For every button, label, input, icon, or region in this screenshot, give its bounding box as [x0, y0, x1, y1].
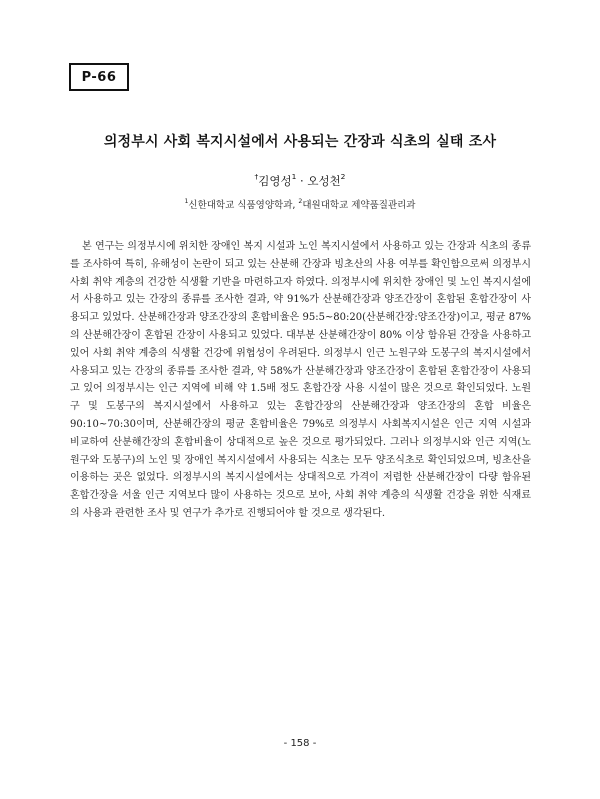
author-line [0, 173, 600, 189]
poster-code-label [69, 63, 129, 91]
affiliation-line [0, 197, 600, 211]
author-separator: · [296, 174, 308, 188]
paper-title: 의정부시 사회 복지시설에서 사용되는 간장과 식초의 실태 조사 [103, 134, 497, 150]
abstract-body: 본 연구는 의정부시에 위치한 장애인 복지 시설과 노인 복지시설에서 사용하고 있는 간장과 식초의 종류를 조사하여 특히, 유해성이 논란이 되고 있는 산분해 간장과 빙초산의 사용 여부를 확인함으로써 의정부시 사회 취약 계층의 건강한 식생활 기반을 마련하고자 하였다. 의정부시에 위치한 장애인 및 노인 복지시설에서 사용하고 있는 간장의 종류를 조사한 결과, 약 91%가 산분해간장과 양조간장이 혼합된 혼합간장이 사용되고 있었다. 산분해간장과 양조간장의 혼합비율은 95:5~80:20(산분해간장:양조간장)이고, 평균 87%의 산분해간장이 혼합된 간장이 사용되고 있었다. 대부분 산분해간장이 80% 이상 함유된 간장을 사용하고 있어 사회 취약 계층의 식생활 건강에 위협성이 우려된다. 의정부시 인근 노원구와 도봉구의 복지시설에서 사용되고 있는 간장의 종류를 조사한 결과, 약 58%가 산분해간장과 양조간장이 혼합된 혼합간장이 사용되고 있어 의정부시는 인근 지역에 비해 약 1.5배 정도 혼합간장 사용 시설이 많은 것으로 확인되었다. 노원구 및 도봉구의 복지시설에서 사용하고 있는 혼합간장의 산분해간장과 양조간장의 혼합 비율은 90:10~70:30이며, 산분해간장의 평균 혼합비율은 79%로 의정부시 사회복지시설은 인근 지역 시설과 비교하여 산분해간장의 혼합비율이 상대적으로 높은 것으로 평가되었다. 그러나 의정부시와 인근 지역(노원구와 도봉구)의 노인 및 장애인 복지시설에서 사용되는 식초는 모두 양조식초로 확인되었으며, 빙초산을 이용하는 곳은 없었다. 의정부시의 복지시설에서는 상대적으로 가격이 저렴한 산분해간장이 다량 함유된 혼합간장을 서울 인근 지역보다 많이 사용하는 것으로 보아, 사회 취약 계층의 식생활 건강을 위한 식재료의 사용과 관련한 조사 및 연구가 추가로 진행되어야 할 것으로 생각된다. [70, 241, 531, 519]
affiliation-1-number: 1 [184, 197, 189, 205]
poster-code-text: P-66 [81, 69, 117, 85]
corresponding-author-mark: † [254, 171, 259, 181]
affiliation-2-number: 2 [298, 197, 303, 205]
affiliation-1: 신한대학교 식품영양학과, [188, 200, 299, 211]
author-1-affiliation-number: 1 [291, 171, 297, 181]
author-1-name: 김영성 [258, 174, 292, 188]
author-2-name: 오성천 [307, 174, 341, 188]
affiliation-2: 대원대학교 제약품질관리과 [302, 200, 416, 211]
page-number: - 158 - [283, 738, 317, 749]
author-2-affiliation-number: 2 [340, 171, 346, 181]
